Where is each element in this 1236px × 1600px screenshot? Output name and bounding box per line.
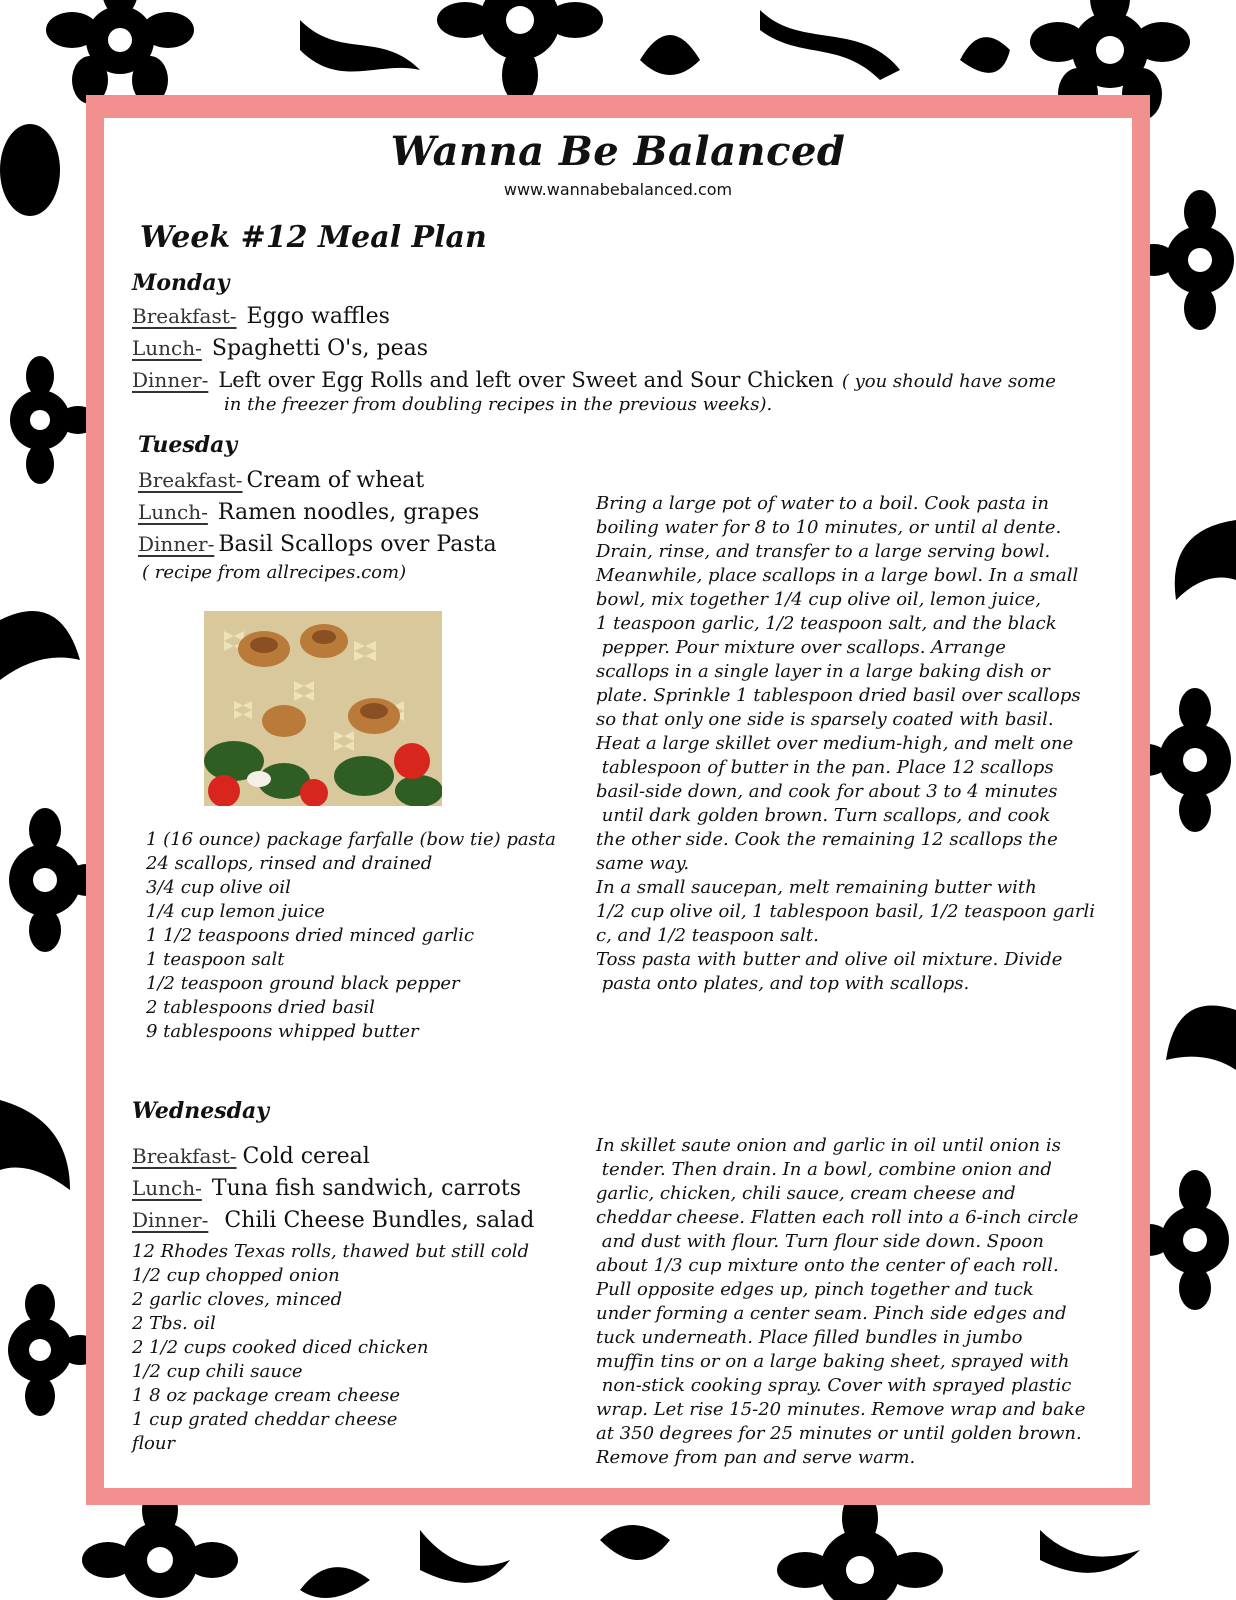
ingredient-item: 9 tablespoons whipped butter [146, 1021, 419, 1042]
scallops-pasta-photo [204, 611, 442, 806]
dinner-label: Dinner- [138, 532, 215, 556]
direction-line: at 350 degrees for 25 minutes or until golden brown. [596, 1423, 1082, 1444]
direction-line: boiling water for 8 to 10 minutes, or until al dente. [596, 517, 1062, 538]
direction-line: tuck underneath. Place filled bundles in jumbo [596, 1327, 1023, 1348]
direction-line: muffin tins or on a large baking sheet, sprayed with [596, 1351, 1070, 1372]
meal-plan-page [104, 118, 1132, 1488]
direction-line: wrap. Let rise 15-20 minutes. Remove wrap and bake [596, 1399, 1086, 1420]
direction-line: same way. [596, 853, 690, 874]
ingredient-item: 1 1/2 teaspoons dried minced garlic [146, 925, 475, 946]
direction-line: pepper. Pour mixture over scallops. Arrange [596, 637, 1006, 658]
direction-line: and dust with flour. Turn flour side down. Spoon [596, 1231, 1044, 1252]
direction-line: 1/2 cup olive oil, 1 tablespoon basil, 1/2 teaspoon garli [596, 901, 1095, 922]
ingredient-item: 1/2 cup chopped onion [132, 1265, 340, 1286]
monday-lunch [132, 336, 428, 361]
direction-line: cheddar cheese. Flatten each roll into a 6-inch circle [596, 1207, 1079, 1228]
ingredient-item: 24 scallops, rinsed and drained [146, 853, 433, 874]
ingredient-item: 2 garlic cloves, minced [132, 1289, 343, 1310]
direction-line: until dark golden brown. Turn scallops, and cook [596, 805, 1051, 826]
ingredient-item: 1/2 cup chili sauce [132, 1361, 303, 1382]
wednesday-ingredients [132, 1240, 529, 1456]
ingredient-item: 2 1/2 cups cooked diced chicken [132, 1337, 429, 1358]
direction-line: about 1/3 cup mixture onto the center of each roll. [596, 1255, 1059, 1276]
ingredient-item: 1 8 oz package cream cheese [132, 1385, 400, 1406]
direction-line: c, and 1/2 teaspoon salt. [596, 925, 819, 946]
tuesday-dinner [138, 532, 497, 557]
direction-line: tender. Then drain. In a bowl, combine onion and [596, 1159, 1052, 1180]
lunch-label: Lunch- [132, 336, 202, 360]
lunch-value: Spaghetti O's, peas [211, 336, 429, 361]
lunch-value: Tuna fish sandwich, carrots [211, 1176, 521, 1201]
lunch-value: Ramen noodles, grapes [217, 500, 480, 525]
direction-line: under forming a center seam. Pinch side edges and [596, 1303, 1067, 1324]
lunch-label: Lunch- [132, 1176, 202, 1200]
ingredient-item: 2 Tbs. oil [132, 1313, 216, 1334]
brand-url[interactable]: www.wannabebalanced.com [503, 180, 733, 199]
day-heading-tuesday: Tuesday [138, 432, 238, 458]
dinner-value: Chili Cheese Bundles, salad [224, 1208, 535, 1233]
breakfast-value: Cream of wheat [246, 468, 425, 493]
dinner-label: Dinner- [132, 1208, 209, 1232]
ingredient-item: flour [132, 1433, 176, 1454]
breakfast-value: Cold cereal [242, 1144, 370, 1169]
direction-line: the other side. Cook the remaining 12 scallops the [596, 829, 1058, 850]
direction-line: Bring a large pot of water to a boil. Cook pasta in [596, 493, 1049, 514]
breakfast-label: Breakfast- [132, 304, 237, 328]
ingredient-item: 12 Rhodes Texas rolls, thawed but still cold [132, 1241, 530, 1262]
ingredient-item: 1 teaspoon salt [146, 949, 285, 970]
breakfast-label: Breakfast- [138, 468, 243, 492]
direction-line: In a small saucepan, melt remaining butter with [596, 877, 1037, 898]
brand-title: Wanna Be Balanced [390, 128, 846, 175]
dinner-value: Left over Egg Rolls and left over Sweet and Sour Chicken [218, 368, 834, 392]
tuesday-breakfast [138, 468, 424, 493]
direction-line: pasta onto plates, and top with scallops. [596, 973, 970, 994]
ingredient-item: 2 tablespoons dried basil [146, 997, 375, 1018]
direction-line: Pull opposite edges up, pinch together and tuck [596, 1279, 1034, 1300]
direction-line: In skillet saute onion and garlic in oil until onion is [596, 1135, 1061, 1156]
dinner-label: Dinner- [132, 368, 209, 392]
day-heading-wednesday: Wednesday [132, 1098, 270, 1124]
monday-dinner [132, 368, 1056, 392]
ingredient-item: 3/4 cup olive oil [146, 877, 291, 898]
direction-line: Remove from pan and serve warm. [596, 1447, 916, 1468]
direction-line: bowl, mix together 1/4 cup olive oil, lemon juice, [596, 589, 1042, 610]
wednesday-breakfast [132, 1144, 370, 1169]
wednesday-dinner [132, 1208, 534, 1233]
ingredient-item: 1 (16 ounce) package farfalle (bow tie) pasta [146, 829, 556, 850]
direction-line: basil-side down, and cook for about 3 to 4 minutes [596, 781, 1058, 802]
breakfast-label: Breakfast- [132, 1144, 237, 1168]
direction-line: tablespoon of butter in the pan. Place 12 scallops [596, 757, 1054, 778]
direction-line: Heat a large skillet over medium-high, and melt one [596, 733, 1074, 754]
direction-line: Meanwhile, place scallops in a large bowl. In a small [596, 565, 1079, 586]
dinner-note-continued: in the freezer from doubling recipes in the previous weeks). [224, 394, 773, 415]
tuesday-directions [596, 492, 1095, 996]
dinner-note: ( you should have some [841, 371, 1056, 392]
monday-breakfast [132, 304, 390, 329]
ingredient-item: 1/4 cup lemon juice [146, 901, 325, 922]
plan-title: Week #12 Meal Plan [140, 220, 487, 255]
wednesday-lunch [132, 1176, 521, 1201]
tuesday-lunch [138, 500, 479, 525]
direction-line: Toss pasta with butter and olive oil mixture. Divide [596, 949, 1063, 970]
direction-line: 1 teaspoon garlic, 1/2 teaspoon salt, and the black [596, 613, 1057, 634]
day-heading-monday: Monday [132, 270, 230, 296]
direction-line: plate. Sprinkle 1 tablespoon dried basil over scallops [596, 685, 1081, 706]
direction-line: so that only one side is sparsely coated with basil. [596, 709, 1054, 730]
ingredient-item: 1/2 teaspoon ground black pepper [146, 973, 460, 994]
direction-line: garlic, chicken, chili sauce, cream cheese and [596, 1183, 1016, 1204]
recipe-source: ( recipe from allrecipes.com) [142, 562, 407, 583]
direction-line: scallops in a single layer in a large baking dish or [596, 661, 1050, 682]
ingredient-item: 1 cup grated cheddar cheese [132, 1409, 398, 1430]
tuesday-ingredients [146, 828, 556, 1044]
direction-line: Drain, rinse, and transfer to a large serving bowl. [596, 541, 1051, 562]
wednesday-directions [596, 1134, 1085, 1470]
dinner-value: Basil Scallops over Pasta [218, 532, 497, 557]
lunch-label: Lunch- [138, 500, 208, 524]
breakfast-value: Eggo waffles [246, 304, 390, 329]
direction-line: non-stick cooking spray. Cover with sprayed plastic [596, 1375, 1072, 1396]
